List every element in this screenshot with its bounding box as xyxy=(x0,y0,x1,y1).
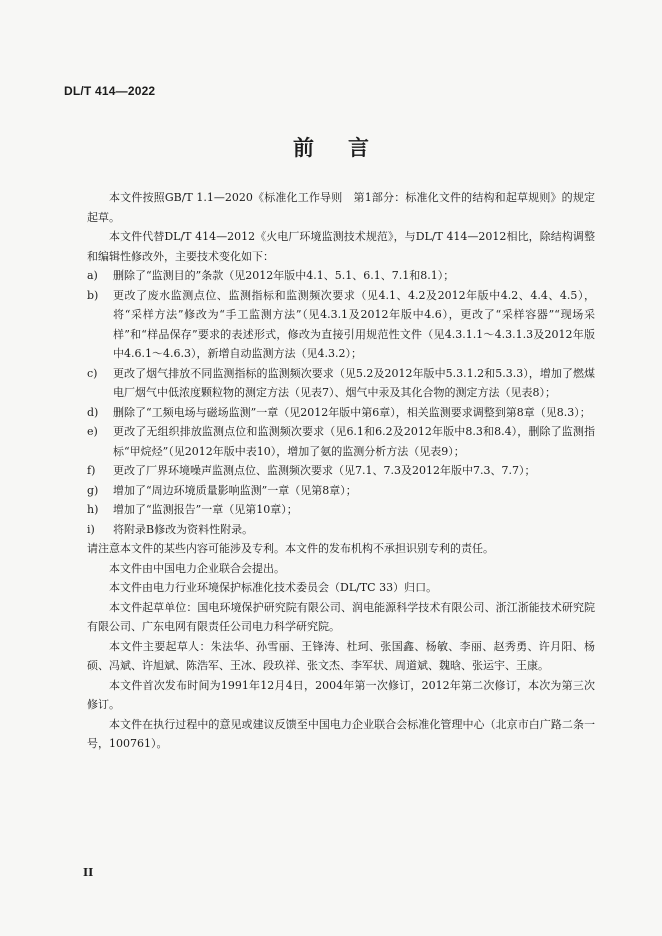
list-item xyxy=(87,286,595,364)
paragraph: 本文件由中国电力企业联合会提出。 xyxy=(109,561,285,575)
foreword-body xyxy=(87,188,595,754)
standard-code: DL/T 414—2022 xyxy=(64,84,156,98)
page-number: II xyxy=(83,866,94,879)
list-item-text: 更改了废水监测点位、监测指标和监测频次要求（见4.1、4.2及2012年版中4.2、4.4、4.5），将“采样方法”修改为“手工监测方法”（见4.3.1及2012年版中4.6），更改了“采样容器”“现场采样”和“样品保存”要求的表述形式，修改为直接引用规范性文件（见4.3.1.1～4.3.1.3及2012年版中4.6.1～4.6.3），新增自动监测方法（见4.3.2）； xyxy=(113,288,595,360)
paragraph: 本文件由电力行业环境保护标准化技术委员会（DL/TC 33）归口。 xyxy=(109,581,438,594)
list-item-label: d) xyxy=(87,405,99,419)
list-item-text: 删除了“监测目的”条款（见2012年版中4.1、5.1、6.1、7.1和8.1）； xyxy=(113,269,455,282)
list-item xyxy=(87,403,595,423)
paragraph: 请注意本文件的某些内容可能涉及专利。本文件的发布机构不承担识别专利的责任。 xyxy=(87,542,494,555)
list-item-text: 更改了厂界环境噪声监测点位、监测频次要求（见7.1、7.3及2012年版中7.3、7.7）； xyxy=(113,464,536,477)
list-item-label: a) xyxy=(87,269,98,282)
paragraph: 本文件按照GB/T 1.1—2020《标准化工作导则 第1部分：标准化文件的结构和起草规则》的规定起草。 xyxy=(87,191,595,224)
list-item-text: 增加了“监测报告”一章（见第10章）； xyxy=(113,503,298,516)
list-item-label: f) xyxy=(87,464,96,477)
list-item-text: 更改了无组织排放监测点位和监测频次要求（见6.1和6.2及2012年版中8.3和8.4），删除了监测指标“甲烷烃”（见2012年版中表10），增加了氨的监测分析方法（见表9）； xyxy=(113,425,595,458)
paragraph: 本文件代替DL/T 414—2012《火电厂环境监测技术规范》，与DL/T 414—2012相比，除结构调整和编辑性修改外，主要技术变化如下： xyxy=(87,230,595,263)
list-item xyxy=(87,481,595,501)
list-item-text: 增加了“周边环境质量影响监测”一章（见第8章）； xyxy=(113,483,357,497)
list-item xyxy=(87,422,595,461)
list-item xyxy=(87,364,595,403)
list-item-text: 更改了烟气排放不同监测指标的监测频次要求（见5.2及2012年版中5.3.1.2和5.3.3），增加了燃煤电厂烟气中低浓度颗粒物的测定方法（见表7）、烟气中汞及其化合物的测定方法（见表8）； xyxy=(113,366,595,399)
list-item-text: 删除了“工频电场与磁场监测”一章（见2012年版中第6章），相关监测要求调整到第8章（见8.3）； xyxy=(113,405,591,419)
paragraph: 本文件在执行过程中的意见或建议反馈至中国电力企业联合会标准化管理中心（北京市白广路二条一号，100761）。 xyxy=(87,717,595,750)
list-item-text: 将附录B修改为资料性附录。 xyxy=(113,522,254,536)
list-item xyxy=(87,266,595,286)
list-item xyxy=(87,520,595,540)
list-item xyxy=(87,461,595,481)
paragraph: 本文件主要起草人：朱法华、孙雪丽、王锋涛、杜珂、张国鑫、杨敏、李丽、赵秀勇、许月阳、杨硕、冯斌、许旭斌、陈浩军、王冰、段玖祥、张文杰、李军状、周道斌、魏晗、张运宇、王康。 xyxy=(87,639,595,672)
list-item-label: e) xyxy=(87,425,98,438)
list-item-label: b) xyxy=(87,288,99,302)
list-item-label: i) xyxy=(87,522,95,536)
list-item xyxy=(87,500,595,520)
paragraph: 本文件首次发布时间为1991年12月4日，2004年第一次修订，2012年第二次修订，本次为第三次修订。 xyxy=(87,678,595,711)
list-item-label: c) xyxy=(87,366,98,380)
list-item-label: h) xyxy=(87,503,99,516)
list-item-label: g) xyxy=(87,483,99,497)
page-title: 前言 xyxy=(293,135,403,160)
paragraph: 本文件起草单位：国电环境保护研究院有限公司、润电能源科学技术有限公司、浙江浙能技术研究院有限公司、广东电网有限责任公司电力科学研究院。 xyxy=(87,600,595,633)
